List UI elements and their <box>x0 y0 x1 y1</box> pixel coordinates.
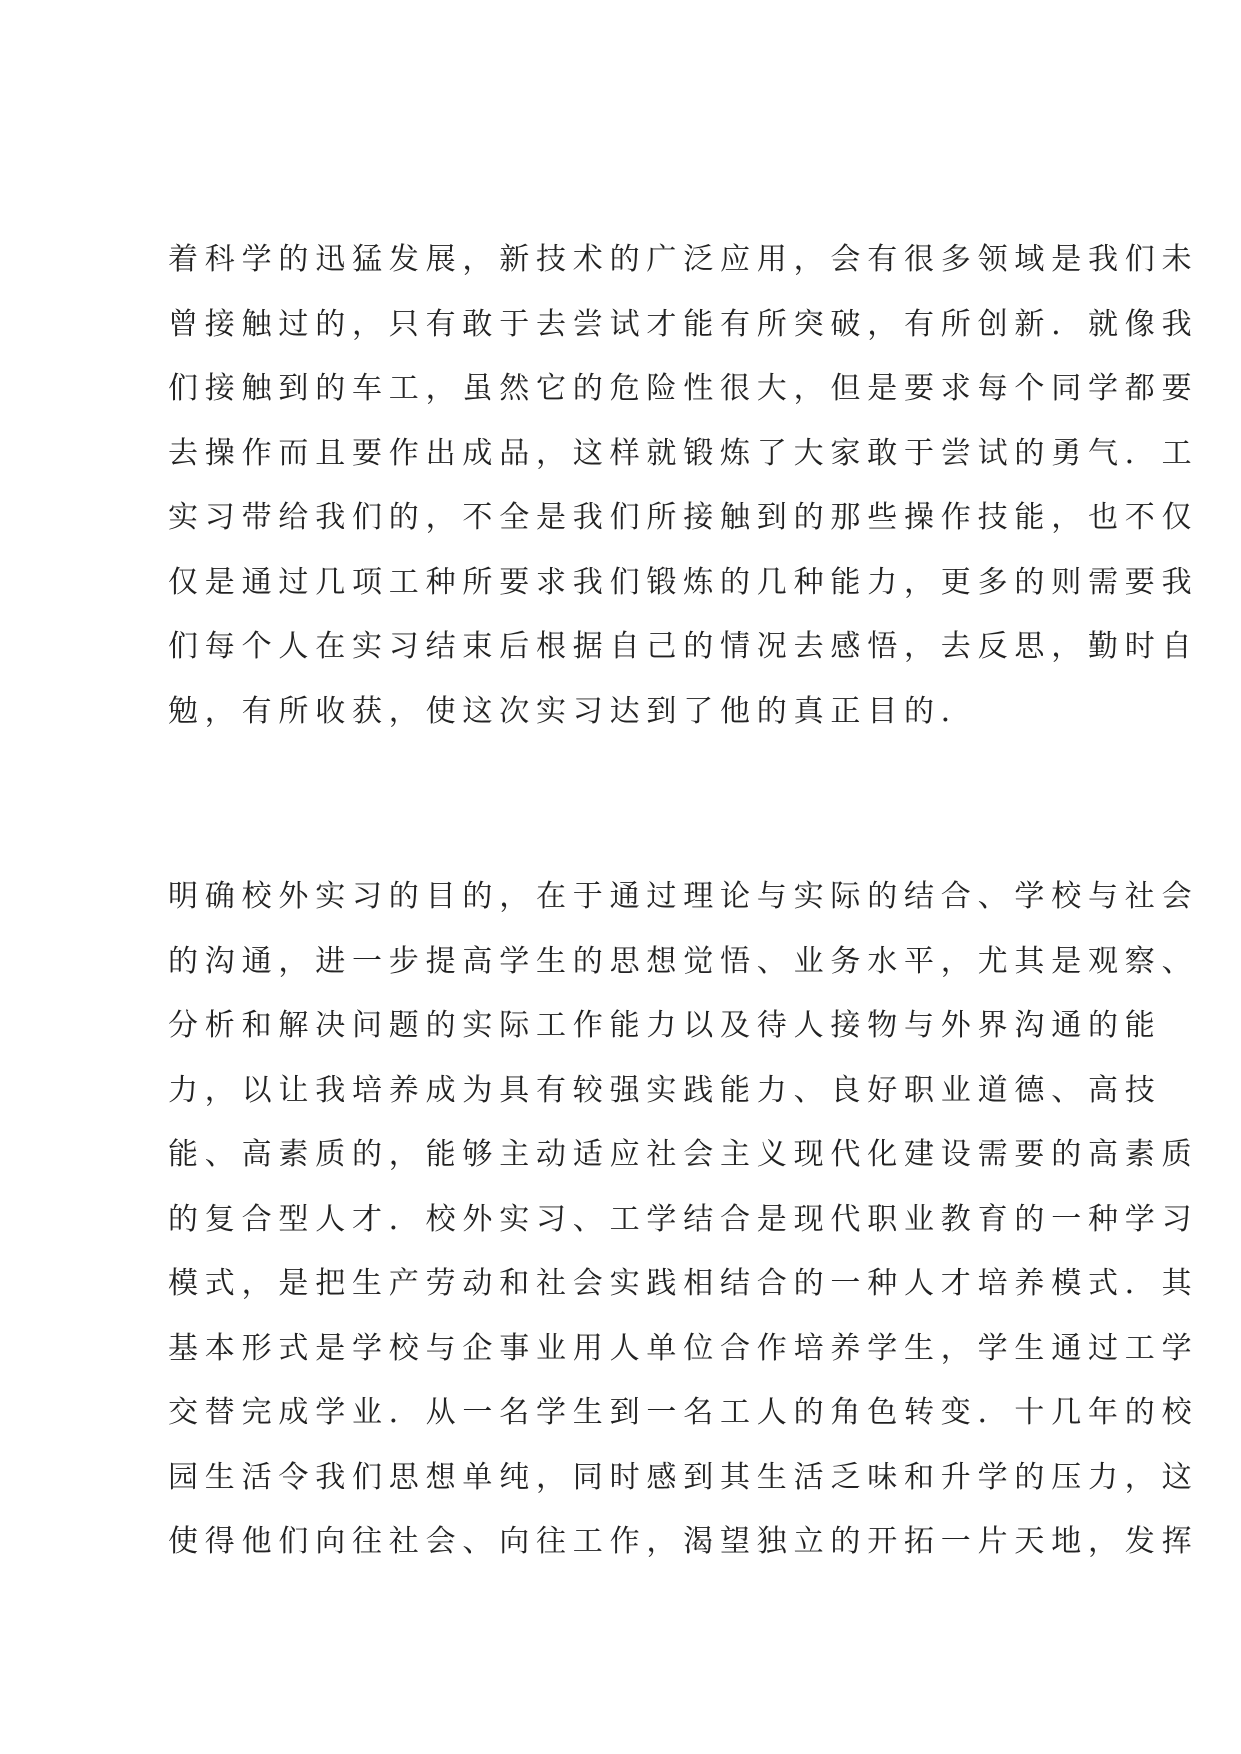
text-line: 们每个人在实习结束后根据自己的情况去感悟，去反思，勤时自 <box>168 629 1199 664</box>
text-line: 分析和解决问题的实际工作能力以及待人接物与外界沟通的能 <box>168 1008 1162 1043</box>
text-line: 能、高素质的，能够主动适应社会主义现代化建设需要的高素质 <box>168 1137 1199 1172</box>
paragraph-1 <box>168 228 1199 744</box>
text-line: 明确校外实习的目的，在于通过理论与实际的结合、学校与社会 <box>168 879 1199 914</box>
text-line: 仅是通过几项工种所要求我们锻炼的几种能力，更多的则需要我 <box>168 564 1199 600</box>
text-line: 的沟通，进一步提高学生的思想觉悟、业务水平，尤其是观察、 <box>168 943 1199 979</box>
text-line: 基本形式是学校与企事业用人单位合作培养学生，学生通过工学 <box>168 1330 1199 1366</box>
paragraph-2 <box>168 865 1199 1575</box>
text-line: 园生活令我们思想单纯，同时感到其生活乏味和升学的压力，这 <box>168 1459 1199 1495</box>
text-line: 使得他们向往社会、向往工作，渴望独立的开拓一片天地，发挥 <box>168 1524 1199 1559</box>
text-line: 模式，是把生产劳动和社会实践相结合的一种人才培养模式．其 <box>168 1266 1199 1301</box>
text-line: 力，以让我培养成为具有较强实践能力、良好职业道德、高技 <box>168 1072 1162 1108</box>
text-line: 曾接触过的，只有敢于去尝试才能有所突破，有所创新．就像我 <box>168 306 1199 342</box>
text-line: 勉，有所收获，使这次实习达到了他的真正目的． <box>168 693 978 729</box>
text-line: 的复合型人才．校外实习、工学结合是现代职业教育的一种学习 <box>168 1201 1199 1237</box>
text-line: 去操作而且要作出成品，这样就锻炼了大家敢于尝试的勇气．工 <box>168 435 1199 471</box>
text-line: 实习带给我们的，不全是我们所接触到的那些操作技能，也不仅 <box>168 500 1199 535</box>
text-line: 交替完成学业．从一名学生到一名工人的角色转变．十几年的校 <box>168 1395 1199 1430</box>
text-line: 们接触到的车工，虽然它的危险性很大，但是要求每个同学都要 <box>168 371 1199 406</box>
text-line: 着科学的迅猛发展，新技术的广泛应用，会有很多领域是我们未 <box>168 242 1199 277</box>
